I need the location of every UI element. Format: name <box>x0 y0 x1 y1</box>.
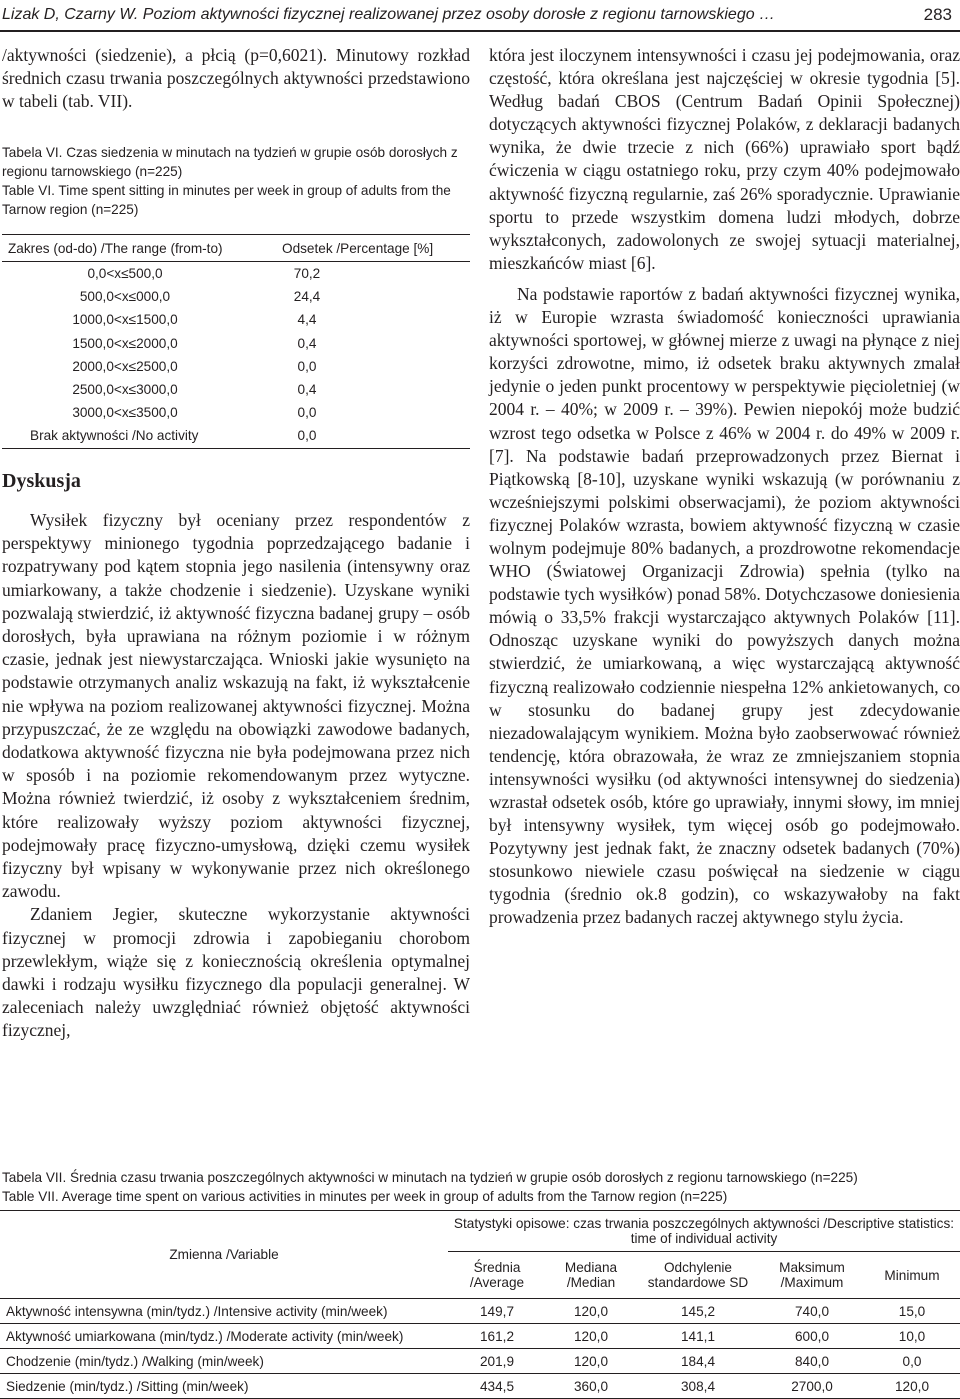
header-rule <box>0 30 960 32</box>
table6-caption-en: Table VI. Time spent sitting in minutes per week in group of adults from the Tarnow region (n=225) <box>2 183 451 217</box>
page-number: 283 <box>923 5 952 24</box>
right-paragraph-1: która jest iloczynem intensywności i czasu jej podejmowania, oraz częstość, która określana jest najczęściej w okresie tygodnia [5]. Według badań CBOS (Centrum Badań Opinii Społecznej) dotyczących aktywności fizycznej Polaków, z deklaracji badanych wynika, że dwie trzecie z nich (66%) uprawiało sport bądź ćwiczenia w ciągu ostatniego roku, przy czym 40% podejmowało aktywność fizyczną regularnie, zaś 26% sporadycznie. Uprawianie sportu to przede wszystkim domena ludzi młodych, dobrze wykształconych, zadowolonych ze swojej sytuacji materialnej, mieszkańców miast [6]. <box>489 45 960 273</box>
table6-body <box>2 262 470 448</box>
table6-cell-range: 2500,0<x≤3000,0 <box>72 382 178 398</box>
table7-cell: 120,0 <box>546 1349 636 1374</box>
table6-cell-range: 500,0<x≤000,0 <box>79 289 171 305</box>
table7-row-label: Siedzenie (min/tydz.) /Sitting (min/week) <box>0 1374 448 1399</box>
table7-caption-pl: Tabela VII. Średnia czasu trwania poszczególnych aktywności w minutach na tydzień w grupie osób dorosłych z regionu tarnowskiego (n=225) <box>2 1170 858 1185</box>
table7-grid <box>0 1210 960 1399</box>
table7-row-label: Aktywność umiarkowana (min/tydz.) /Moderate activity (min/week) <box>0 1324 448 1349</box>
table6-cell-range: 1000,0<x≤1500,0 <box>72 312 178 328</box>
table7-cell: 0,0 <box>864 1349 960 1374</box>
table6-cell-percentage: 0,0 <box>297 405 317 421</box>
table7-column-header: Mediana /Median <box>546 1252 636 1299</box>
left-column-top <box>2 44 470 113</box>
table6-col-percentage: Odsetek /Percentage [%] <box>282 240 434 256</box>
table6-cell-percentage: 4,4 <box>297 312 317 328</box>
table7-cell: 600,0 <box>760 1324 864 1349</box>
table6-row <box>2 285 470 308</box>
table7-cell: 149,7 <box>448 1299 546 1324</box>
table7-header-row-1 <box>0 1211 960 1252</box>
discussion-paragraph-1: Wysiłek fizyczny był oceniany przez respondentów z perspektywy minionego tygodnia poprzedzającego badanie i rozpatrywany pod kątem stopnia jego nasilenia (intensywny oraz umiarkowany, a także chodzenie i siedzenie). Uzyskane wyniki pozwalają stwierdzić, iż aktywność fizyczna badanej grupy – osób dorosłych, była uprawiana na różnym poziomie i w różnym czasie, jednak jest niewystarczająca. Wnioski jakie wysunięto na podstawie otrzymanych analiz wskazują na fakt, iż wykształcenie nie wpływa na poziom realizowanej aktywności fizycznej. Można przypuszczać, że ze względu na obowiązki zawodowe badanych, dodatkowa aktywność fizyczna nie była podejmowana przez nich w sposób i na poziomie rekomendowanym przez wytyczne. Można również twierdzić, iż osoby z wykształceniem średnim, które realizowały wyższy poziom aktywności fizycznej, podejmowały pracę fizyczno-umysłową, dzięki czemu wysiłek fizyczny był wpisany w wykonywanie przez nich określonego zawodu. <box>2 510 470 902</box>
table6-cell-percentage: 0,0 <box>297 358 317 374</box>
table7-row <box>0 1374 960 1399</box>
table6-cell-range: Brak aktywności /No activity <box>30 428 199 444</box>
table6-row <box>2 401 470 424</box>
table7-body <box>0 1299 960 1399</box>
table6-bottom-rule <box>2 448 470 449</box>
table7-cell: 15,0 <box>864 1299 960 1324</box>
table7-row <box>0 1299 960 1324</box>
table7-column-header: Maksimum /Maximum <box>760 1252 864 1299</box>
table6-caption-pl: Tabela VI. Czas siedzenia w minutach na tydzień w grupie osób dorosłych z regionu tarnowskiego (n=225) <box>2 145 458 179</box>
table7-cell: 840,0 <box>760 1349 864 1374</box>
table7-cell: 740,0 <box>760 1299 864 1324</box>
table6-cell-percentage: 0,4 <box>297 335 317 351</box>
table7-cell: 120,0 <box>546 1324 636 1349</box>
body-paragraph: /aktywności (siedzenie), a płcią (p=0,6021). Minutowy rozkład średnich czasu trwania poszczególnych aktywności przedstawiono w tabeli (tab. VII). <box>2 45 470 112</box>
table6-row <box>2 378 470 401</box>
table7-cell: 360,0 <box>546 1374 636 1399</box>
table7-caption-en: Table VII. Average time spent on various activities in minutes per week in group of adults from the Tarnow region (n=225) <box>2 1189 728 1204</box>
table7-cell: 10,0 <box>864 1324 960 1349</box>
right-column <box>489 44 960 930</box>
table7-row <box>0 1324 960 1349</box>
table7-variable-header: Zmienna /Variable <box>0 1211 448 1299</box>
table6-col-range: Zakres (od-do) /The range (from-to) <box>8 240 223 256</box>
table6-row <box>2 308 470 331</box>
table6 <box>2 234 470 449</box>
right-paragraph-2: Na podstawie raportów z badań aktywności fizycznej wynika, iż w Europie wzrasta świadomość konieczności uprawiania aktywności sportowej, w głównej mierze z uwagi na płynące z niej korzyści zdrowotne, mimo, iż odsetek braku aktywnych zmalał jedynie o jeden punkt procentowy w perspektywie pięcioletniej (w 2004 r. – 40%; w 2009 r. – 39%). Pewien niepokój może budzić wzrost tego odsetka w Polsce z 46% w 2004 r. do 49% w 2009 r. [7]. Na podstawie badań przeprowadzonych przez Biernat i Piątkowską [8-10], uzyskane wyniki wskazują (w porównaniu z wcześniejszymi polskimi obserwacjami), że poziom aktywności fizycznej Polaków wzrasta, bowiem aktywność fizyczną w czasie wolnym podejmuje 80% badanych, a prozdrowotne rekomendacje WHO (Światowej Organizacji Zdrowia) spełnia (tylko na podstawie tych wysiłków) ponad 58%. Dotychczasowe doniesienia mówią o 33,5% frakcji wystarczająco aktywnych Polaków [11]. Odnosząc uzyskane wyniki do powyższych danych można stwierdzić, że umiarkowaną, a więc wystarczającą aktywność fizyczną realizowało codziennie niespełna 12% ankietowanych, co w stosunku do badanej grupy jest zdecydowanie niezadowalającym wynikiem. Można było zaobserwować również tendencję, która obrazowała, że wraz ze zmniejszaniem stopnia intensywności wysiłku (od aktywności intensywnej do siedzenia) wzrastał odsetek osób, które go uprawiały, innymi słowy, im mniej był intensywny wysiłek, tym więcej osób go podejmowało. Pozytywny jest jednak fakt, że znaczny odsetek badanych (70%) stosunkowo niewiele czasu poświęcał na siedzenie w ciągu tygodnia (średnio ok.8 godzin), co wskazywałoby na fakt prowadzenia przez badanych raczej aktywnego stylu życia. <box>489 283 960 928</box>
table6-header-row <box>2 235 470 261</box>
table6-cell-percentage: 70,2 <box>293 266 321 282</box>
table7-cell: 434,5 <box>448 1374 546 1399</box>
table7-column-header: Średnia /Average <box>448 1252 546 1299</box>
left-column-body <box>2 509 470 1043</box>
table7-cell: 161,2 <box>448 1324 546 1349</box>
table7-cell: 120,0 <box>546 1299 636 1324</box>
discussion-paragraph-2: Zdaniem Jegier, skuteczne wykorzystanie aktywności fizycznej w promocji zdrowia i zapobieganiu chorobom przewlekłym, wiąże się z koniecznością określenia optymalnej dawki i rodzaju wysiłku fizycznego dla populacji generalnej. W zaleceniach należy uwzględniać również objętość aktywności fizycznej, <box>2 904 470 1041</box>
table6-row <box>2 355 470 378</box>
table7-caption <box>2 1168 960 1206</box>
table6-row <box>2 424 470 447</box>
table7-cell: 120,0 <box>864 1374 960 1399</box>
table7-row-label: Chodzenie (min/tydz.) /Walking (min/week) <box>0 1349 448 1374</box>
table7-cell: 308,4 <box>636 1374 760 1399</box>
table6-cell-percentage: 24,4 <box>293 289 321 305</box>
table6-cell-range: 1500,0<x≤2000,0 <box>72 335 178 351</box>
table7-cell: 201,9 <box>448 1349 546 1374</box>
table6-row <box>2 262 470 285</box>
table7 <box>0 1210 960 1399</box>
table6-cell-percentage: 0,4 <box>297 382 317 398</box>
table7-cell: 184,4 <box>636 1349 760 1374</box>
table7-row-label: Aktywność intensywna (min/tydz.) /Intensive activity (min/week) <box>0 1299 448 1324</box>
running-title: Lizak D, Czarny W. Poziom aktywności fizycznej realizowanej przez osoby dorosłe z regionu tarnowskiego … <box>2 6 776 23</box>
table6-cell-percentage: 0,0 <box>297 428 317 444</box>
table6-row <box>2 332 470 355</box>
section-heading: Dyskusja <box>2 470 81 492</box>
table7-row <box>0 1349 960 1374</box>
table7-stats-header: Statystyki opisowe: czas trwania poszczególnych aktywności /Descriptive statistics: time of individual activity <box>448 1211 960 1252</box>
table7-column-header: Minimum <box>864 1252 960 1299</box>
table7-column-header: Odchylenie standardowe SD <box>636 1252 760 1299</box>
table6-cell-range: 2000,0<x≤2500,0 <box>72 358 178 374</box>
table6-cell-range: 0,0<x≤500,0 <box>87 266 163 282</box>
table6-cell-range: 3000,0<x≤3500,0 <box>72 405 178 421</box>
table6-caption <box>2 143 470 219</box>
table7-cell: 145,2 <box>636 1299 760 1324</box>
running-header <box>0 0 960 32</box>
table7-cell: 2700,0 <box>760 1374 864 1399</box>
table7-cell: 141,1 <box>636 1324 760 1349</box>
